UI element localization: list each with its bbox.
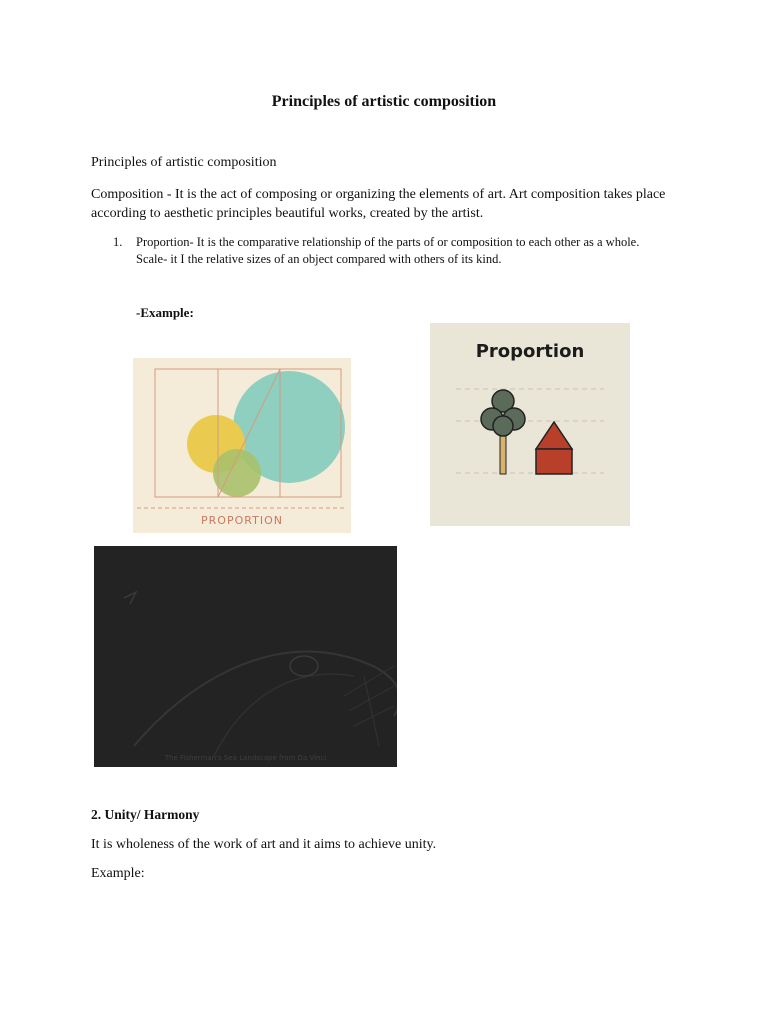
sketch-caption: The Fisherman's Sea Landscape from Da Vinci [164, 754, 327, 762]
proportion-caption-2: Proportion [475, 341, 585, 362]
intro-paragraph: Composition - It is the act of composing or organizing the elements of art. Art composition takes place according to aesthetic principles beautiful works, created by the artist. [91, 187, 666, 221]
proportion-tree-house-image [430, 323, 630, 526]
dark-sketch-image [94, 546, 397, 767]
section-heading-unity: 2. Unity/ Harmony [91, 807, 200, 822]
house-roof [536, 422, 572, 449]
tree-icon [481, 390, 525, 436]
proportion-circles-image [133, 358, 351, 533]
list-body [136, 234, 656, 268]
subtitle: Principles of artistic composition [91, 155, 277, 170]
tree-trunk [500, 433, 506, 474]
proportion-caption-1: PROPORTION [201, 514, 283, 527]
unity-paragraph: It is wholeness of the work of art and it aims to achieve unity. [91, 837, 437, 852]
page-title: Principles of artistic composition [271, 93, 497, 110]
example-label-2: Example: [91, 866, 145, 881]
house-icon [536, 449, 572, 474]
proportion-text: Proportion- It is the comparative relationship of the parts of or composition to each other as a whole. [136, 235, 640, 249]
list-number: 1. [113, 235, 123, 249]
proportion-circles-illustration [133, 358, 351, 533]
green-circle [213, 449, 261, 497]
sketch-illustration [94, 546, 397, 767]
scale-text: Scale- it I the relative sizes of an object compared with others of its kind. [136, 252, 502, 266]
example-label-1: -Example: [136, 305, 194, 320]
